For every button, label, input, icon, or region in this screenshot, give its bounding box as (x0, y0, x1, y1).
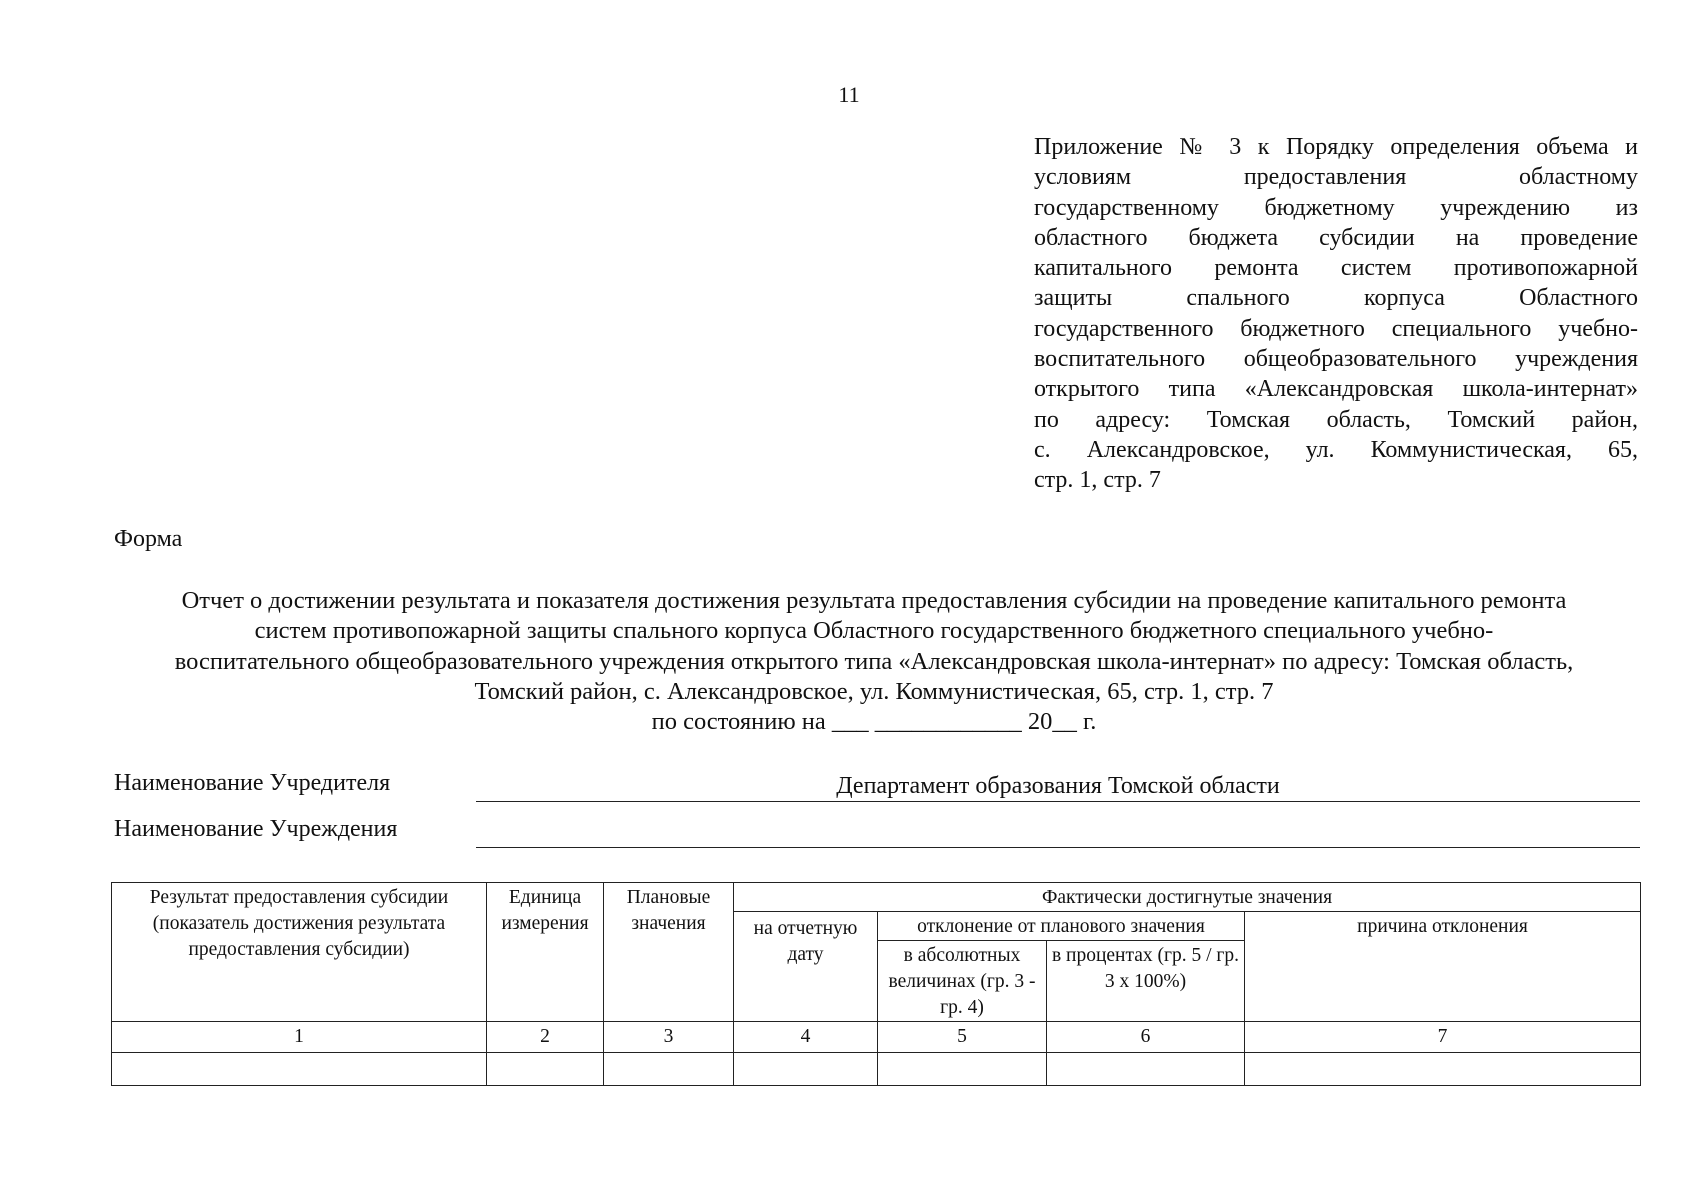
founder-value: Департамент образования Томской области (476, 771, 1640, 802)
table-cell (1245, 1053, 1641, 1086)
header-on-date: на отчетную дату (734, 912, 878, 1022)
report-title-line: Отчет о достижении результата и показателя достижения результата предоставления субсидии на проведение капитального ремонта (181, 587, 1567, 614)
appendix-line: Приложение № 3 к Порядку определения объема и (1034, 134, 1638, 160)
table-cell (1047, 1053, 1245, 1086)
institution-value (476, 817, 1640, 848)
appendix-line: государственному бюджетному учреждению из (1034, 194, 1638, 221)
appendix-line: стр. 1, стр. 7 (1034, 467, 1161, 494)
column-number: 6 (1047, 1022, 1245, 1053)
column-number: 3 (604, 1022, 734, 1053)
appendix-line: открытого типа «Александровская школа-интернат» (1034, 376, 1638, 403)
header-percent: в процентах (гр. 5 / гр. 3 х 100%) (1047, 941, 1245, 1022)
appendix-line: по адресу: Томская область, Томский район, (1034, 406, 1638, 433)
column-number: 2 (487, 1022, 604, 1053)
report-date-line: по состоянию на ___ ____________ 20__ г. (651, 708, 1097, 736)
table-cell (487, 1053, 604, 1086)
appendix-line: областного бюджета субсидии на проведение (1034, 224, 1638, 251)
header-reason: причина отклонения (1245, 912, 1641, 1022)
header-planned: Плановые значения (604, 883, 734, 1022)
appendix-note (1034, 132, 1638, 496)
column-number-row (112, 1022, 1641, 1053)
appendix-line: с. Александровское, ул. Коммунистическая, 65, (1034, 436, 1638, 463)
report-table (111, 882, 1641, 1086)
institution-row (114, 814, 1640, 848)
header-result: Результат предоставления субсидии (показатель достижения результата предоставления субсидии) (112, 883, 487, 1022)
appendix-line: капитального ремонта систем противопожарной (1034, 255, 1638, 282)
founder-row (114, 768, 1640, 802)
report-title-line: Томский район, с. Александровское, ул. Коммунистическая, 65, стр. 1, стр. 7 (474, 677, 1274, 705)
column-number: 4 (734, 1022, 878, 1053)
appendix-line: защиты спального корпуса Областного (1034, 285, 1638, 312)
table-row (112, 1053, 1641, 1086)
header-absolute: в абсолютных величинах (гр. 3 - гр. 4) (878, 941, 1047, 1022)
report-title-line: воспитательного общеобразовательного учреждения открытого типа «Александровская школа-интернат» по адресу: Томская область, (174, 647, 1574, 675)
report-title (100, 586, 1648, 737)
header-row (112, 883, 1641, 912)
appendix-line: государственного бюджетного специального учебно- (1034, 315, 1638, 342)
table-cell (112, 1053, 487, 1086)
header-deviation: отклонение от планового значения (878, 912, 1245, 941)
table-cell (734, 1053, 878, 1086)
appendix-line: воспитательного общеобразовательного учреждения (1034, 346, 1638, 373)
table-cell (604, 1053, 734, 1086)
table-cell (878, 1053, 1047, 1086)
header-unit: Единица измерения (487, 883, 604, 1022)
column-number: 5 (878, 1022, 1047, 1053)
form-label: Форма (114, 526, 183, 552)
page-number: 11 (838, 82, 860, 107)
header-actual: Фактически достигнутые значения (734, 883, 1641, 912)
report-title-line: систем противопожарной защиты спального корпуса Областного государственного бюджетного специального учебно- (254, 617, 1494, 645)
column-number: 1 (112, 1022, 487, 1053)
institution-label: Наименование Учреждения (114, 816, 398, 842)
founder-label: Наименование Учредителя (114, 770, 391, 796)
appendix-line: условиям предоставления областному (1034, 164, 1638, 191)
column-number: 7 (1245, 1022, 1641, 1053)
